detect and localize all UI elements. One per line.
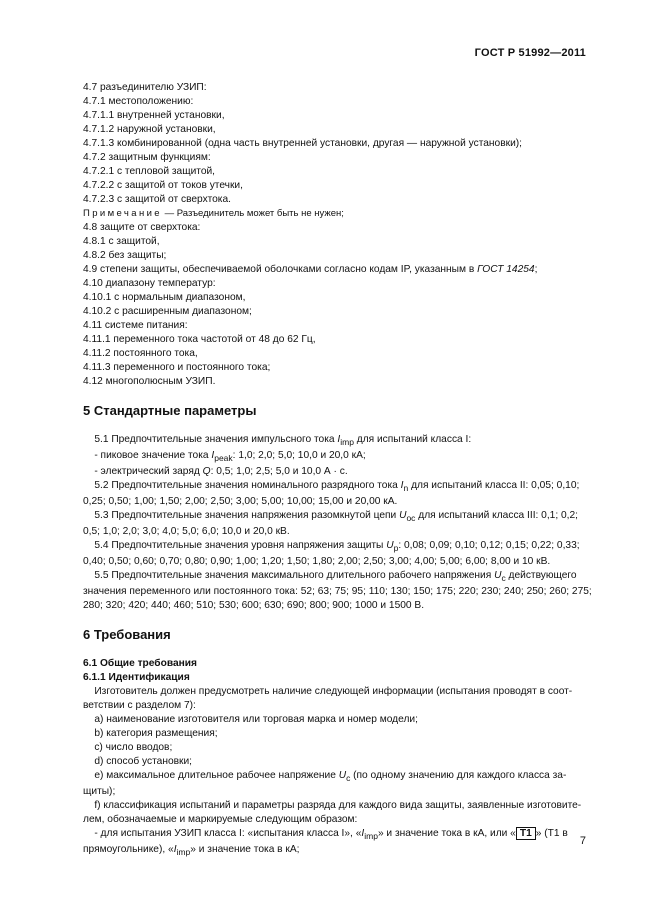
- para-5-3: 5.3 Предпочтительные значения напряжения разомкнутой цепи $U_{oc}$ для испытаний класса III: 0,1; 0,2;: [94, 510, 578, 524]
- item-f-cont: лем, обозначаемые и маркируемые следующим образом:: [83, 814, 358, 826]
- list-item: 4.7.2 защитным функциям:: [83, 152, 211, 163]
- gost-reference: ГОСТ 14254: [477, 264, 535, 275]
- section-5-title: 5 Стандартные параметры: [83, 403, 257, 418]
- list-item: 4.7.2.3 с защитой от сверхтока.: [83, 194, 231, 205]
- list-item: 4.11.2 постоянного тока,: [83, 348, 198, 359]
- item-f: f) классификация испытаний и параметры разряда для каждого вида защиты, заявленные изготовите-: [94, 800, 582, 812]
- page-number: 7: [579, 835, 586, 847]
- classification-list-4-10-4-12: [83, 277, 589, 389]
- section-6-title: 6 Требования: [83, 627, 171, 643]
- t1-boxed-mark: T1: [516, 827, 536, 840]
- list-item: 4.7.1.2 наружной установки,: [83, 124, 216, 135]
- para-5-4-cont: 0,40; 0,50; 0,60; 0,70; 0,80; 0,90; 1,00; 1,20; 1,50; 1,80; 2,00; 2,50; 3,00; 4,00; 5,00; 6,00; 8,00 и 10 кВ.: [83, 556, 551, 568]
- item-e: e) максимальное длительное рабочее напряжение $U_c$ (по одному значению для каждого класса за-: [94, 770, 567, 784]
- list-item: 4.10.2 с расширенным диапазоном;: [83, 306, 252, 317]
- list-item: 4.7 разъединителю УЗИП:: [83, 82, 207, 93]
- item-b: b) категория размещения;: [94, 728, 218, 740]
- item-c: c) число вводов;: [94, 742, 173, 754]
- list-item: 4.12 многополюсным УЗИП.: [83, 376, 216, 387]
- para-5-3-cont: 0,5; 1,0; 2,0; 3,0; 4,0; 5,0; 6,0; 10,0 и 20,0 кВ.: [83, 526, 290, 538]
- para-5-5-cont: значения переменного или постоянного тока: 52; 63; 75; 95; 110; 130; 150; 175; 220; 230; 240; 250; 260; 275;: [83, 586, 592, 598]
- para-5-1: 5.1 Предпочтительные значения импульсного тока $I_{imp}$ для испытаний класса I:: [94, 434, 472, 448]
- item-g: - для испытания УЗИП класса I: «испытания класса I», «$I_{imp}$» и значение тока в кА, или « T1 » (T1 в: [94, 828, 568, 842]
- item-e-cont: щиты);: [83, 786, 116, 798]
- para-5-5: 5.5 Предпочтительные значения максимального длительного рабочего напряжения $U_c$ действующего: [94, 570, 577, 584]
- list-item: 4.11.1 переменного тока частотой от 48 до 62 Гц,: [83, 334, 316, 345]
- list-item: 4.11.3 переменного и постоянного тока;: [83, 362, 271, 373]
- item-g-cont: прямоугольнике), «$I_{imp}$» и значение тока в кА;: [83, 844, 300, 858]
- list-item: 4.11 системе питания:: [83, 320, 188, 331]
- para-5-2-cont: 0,25; 0,50; 1,00; 1,50; 2,00; 2,50; 3,00; 5,00; 10,00; 15,00 и 20,00 кА.: [83, 496, 398, 508]
- para-6-1-1-cont: ветствии с разделом 7):: [83, 700, 196, 712]
- note-text: — Разъединитель может быть не нужен;: [162, 208, 344, 219]
- list-item: 4.8.2 без защиты;: [83, 250, 167, 261]
- list-item: 4.10.1 с нормальным диапазоном,: [83, 292, 246, 303]
- heading-6-1: 6.1 Общие требования: [83, 658, 197, 670]
- para-5-2: 5.2 Предпочтительные значения номинального разрядного тока $I_n$ для испытаний класса II: 0,05; 0,10;: [94, 480, 580, 494]
- list-item: 4.10 диапазону температур:: [83, 278, 216, 289]
- para-5-5-cont2: 280; 320; 420; 440; 460; 510; 530; 600; 630; 690; 800; 900; 1000 и 1500 В.: [83, 600, 425, 612]
- para-5-1-charge: - электрический заряд Q: 0,5; 1,0; 2,5; 5,0 и 10,0 А · с.: [94, 466, 348, 478]
- document-header: ГОСТ Р 51992—2011: [474, 47, 586, 59]
- classification-list-4-7: [83, 81, 589, 207]
- classification-list-4-8: [83, 221, 589, 263]
- list-item: 4.7.1.3 комбинированной (одна часть внутренней установки, другая — наружной установки);: [83, 138, 522, 149]
- list-item: 4.7.1 местоположению:: [83, 96, 194, 107]
- item-a: а) наименование изготовителя или торговая марка и номер модели;: [94, 714, 418, 726]
- heading-6-1-1: 6.1.1 Идентификация: [83, 672, 190, 684]
- list-item: 4.7.2.1 с тепловой защитой,: [83, 166, 215, 177]
- para-5-4: 5.4 Предпочтительные значения уровня напряжения защиты $U_p$: 0,08; 0,09; 0,10; 0,12; 0,15; 0,22; 0,33;: [94, 540, 580, 554]
- list-item: 4.8.1 с защитой,: [83, 236, 160, 247]
- note-label: Примечание: [83, 208, 162, 219]
- para-6-1-1: Изготовитель должен предусмотреть наличие следующей информации (испытания проводят в соот-: [94, 686, 573, 698]
- list-item: 4.7.1.1 внутренней установки,: [83, 110, 225, 121]
- note: [83, 207, 589, 221]
- list-item-4-9: 4.9 степени защиты, обеспечиваемой оболочками согласно кодам IP, указанным в ГОСТ 14254;: [83, 264, 538, 275]
- item-d: d) способ установки;: [94, 756, 193, 768]
- list-item: 4.8 защите от сверхтока:: [83, 222, 201, 233]
- list-item: 4.7.2.2 с защитой от токов утечки,: [83, 180, 243, 191]
- page-content: [83, 81, 592, 859]
- para-5-1-peak: - пиковое значение тока $I_{peak}$: 1,0; 2,0; 5,0; 10,0 и 20,0 кА;: [94, 450, 366, 464]
